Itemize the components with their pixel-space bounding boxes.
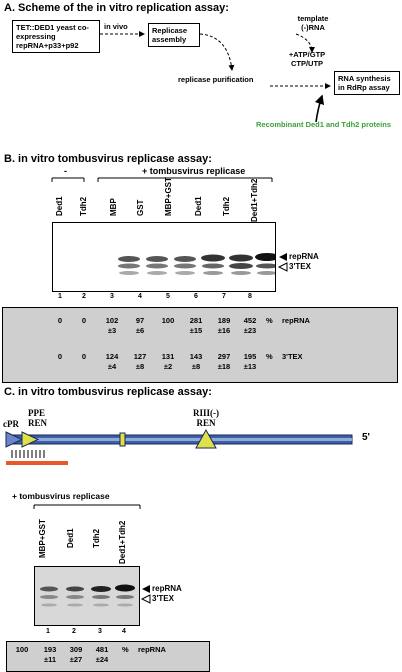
- b-pct-1: %: [266, 316, 273, 325]
- c-lane-num-4: 4: [122, 628, 126, 635]
- purification-label: replicase purification: [178, 75, 254, 84]
- c-err-4: ±24: [95, 655, 109, 664]
- replicase-assembly-box: Replicase assembly: [148, 23, 200, 47]
- c-row-label: repRNA: [138, 645, 166, 654]
- c-lane-label-1: MBP+GST: [38, 519, 47, 558]
- b-rep-err-8: ±23: [243, 326, 257, 335]
- section-b-title: B. in vitro tombusvirus replicase assay:: [4, 153, 212, 165]
- b-rep-1: 0: [57, 316, 63, 325]
- b-lane-num-6: 6: [194, 293, 198, 300]
- b-lane-label-1: Ded1: [55, 196, 64, 216]
- b-tex-6: 143: [189, 352, 203, 361]
- marker-box-icon: [120, 433, 125, 446]
- b-lane-label-8: Ded1+Tdh2: [250, 178, 259, 222]
- in-vivo-label: in vivo: [104, 22, 128, 31]
- c-lane-num-3: 3: [98, 628, 102, 635]
- c-lane-num-2: 2: [72, 628, 76, 635]
- gel-c-bands: [35, 567, 139, 625]
- rna-synthesis-box: RNA synthesis in RdRp assay: [334, 71, 400, 95]
- b-lane-num-3: 3: [110, 293, 114, 300]
- filled-triangle-icon: [279, 253, 287, 261]
- b-tex-4: 127: [133, 352, 147, 361]
- c-val-2: 193: [43, 645, 57, 654]
- b-tex-3: 124: [105, 352, 119, 361]
- c-lane-num-1: 1: [46, 628, 50, 635]
- arrow-recombinant: [316, 96, 322, 122]
- c-val-4: 481: [95, 645, 109, 654]
- c-band-reprna: repRNA: [152, 584, 182, 593]
- five-prime-label: 5': [362, 432, 370, 443]
- b-tex-err-7: ±18: [217, 362, 231, 371]
- b-lane-label-4: GST: [136, 199, 145, 216]
- gel-c: [34, 566, 140, 626]
- b-tex-err-8: ±13: [243, 362, 257, 371]
- cpr-triangle-icon: [6, 432, 22, 447]
- b-lane-label-3: MBP: [109, 198, 118, 216]
- c-val-1: 100: [15, 645, 29, 654]
- b-band-reprna: repRNA: [289, 252, 319, 261]
- b-rep-3: 102: [105, 316, 119, 325]
- gel-b-bands: [53, 223, 275, 291]
- b-tex-2: 0: [81, 352, 87, 361]
- hatch-marks: [12, 450, 44, 458]
- b-rep-6: 281: [189, 316, 203, 325]
- minus-label: -: [64, 166, 67, 176]
- b-tex-8: 195: [243, 352, 257, 361]
- rna-genome-map: [0, 428, 402, 476]
- b-lane-num-1: 1: [58, 293, 62, 300]
- orange-bar: [6, 461, 68, 465]
- b-lane-num-5: 5: [166, 293, 170, 300]
- b-rep-7: 189: [217, 316, 231, 325]
- c-bracket: [0, 500, 402, 510]
- scheme-arrows: [0, 0, 402, 150]
- nucleotides-label: +ATP/GTP CTP/UTP: [288, 50, 326, 68]
- section-a-title: A. Scheme of the in vitro replication assay:: [4, 2, 229, 14]
- c-band-3tex: 3'TEX: [152, 594, 174, 603]
- template-label: template (-)RNA: [297, 14, 329, 32]
- ppe-ren-label: PPE REN: [28, 408, 48, 428]
- c-lane-label-2: Ded1: [66, 528, 75, 548]
- b-rep-8: 452: [243, 316, 257, 325]
- b-lane-label-5: MBP+GST: [164, 177, 173, 216]
- b-lane-num-4: 4: [138, 293, 142, 300]
- b-tex-7: 297: [217, 352, 231, 361]
- riii-ren-label: RIII(-) REN: [193, 408, 219, 428]
- band-markers-c: [140, 584, 152, 604]
- b-rep-2: 0: [81, 316, 87, 325]
- b-lane-num-2: 2: [82, 293, 86, 300]
- arrow-assembly-down: [200, 34, 232, 70]
- b-lane-num-8: 8: [248, 293, 252, 300]
- cpr-label: cPR: [3, 419, 19, 429]
- ppe-ren-triangle-icon: [22, 432, 38, 447]
- c-val-3: 309: [69, 645, 83, 654]
- c-lane-label-4: Ded1+Tdh2: [118, 520, 127, 564]
- c-pct: %: [122, 645, 129, 654]
- b-row1-label: repRNA: [282, 316, 310, 325]
- b-tex-err-4: ±8: [135, 362, 145, 371]
- c-err-2: ±11: [43, 655, 57, 664]
- arrow-template: [296, 34, 312, 52]
- b-lane-label-6: Ded1: [194, 196, 203, 216]
- b-row2-label: 3'TEX: [282, 352, 303, 361]
- c-err-3: ±27: [69, 655, 83, 664]
- c-plus-replicase-label: + tombusvirus replicase: [12, 491, 110, 501]
- b-rep-err-4: ±6: [135, 326, 145, 335]
- b-band-3tex: 3'TEX: [289, 262, 311, 271]
- open-triangle-icon: [142, 595, 150, 603]
- b-tex-5: 131: [161, 352, 175, 361]
- b-lane-num-7: 7: [222, 293, 226, 300]
- open-triangle-icon: [279, 263, 287, 271]
- plus-replicase-label: + tombusvirus replicase: [142, 166, 246, 176]
- band-markers-b: [277, 252, 289, 272]
- b-lane-label-2: Tdh2: [79, 196, 88, 216]
- yeast-box: TET::DED1 yeast co-expressing repRNA+p33+p92: [12, 20, 100, 53]
- b-rep-err-3: ±3: [107, 326, 117, 335]
- section-c-title: C. in vitro tombusvirus replicase assay:: [4, 386, 212, 398]
- b-tex-err-5: ±2: [163, 362, 173, 371]
- b-rep-5: 100: [161, 316, 175, 325]
- b-tex-err-6: ±8: [191, 362, 201, 371]
- c-lane-label-3: Tdh2: [92, 528, 101, 548]
- b-pct-2: %: [266, 352, 273, 361]
- b-lane-label-7: Tdh2: [222, 196, 231, 216]
- b-tex-err-3: ±4: [107, 362, 117, 371]
- gel-b: [52, 222, 276, 292]
- b-rep-err-7: ±16: [217, 326, 231, 335]
- b-rep-4: 97: [135, 316, 145, 325]
- b-rep-err-6: ±15: [189, 326, 203, 335]
- filled-triangle-icon: [142, 585, 150, 593]
- b-tex-1: 0: [57, 352, 63, 361]
- recombinant-proteins-label: Recombinant Ded1 and Tdh2 proteins: [256, 120, 392, 129]
